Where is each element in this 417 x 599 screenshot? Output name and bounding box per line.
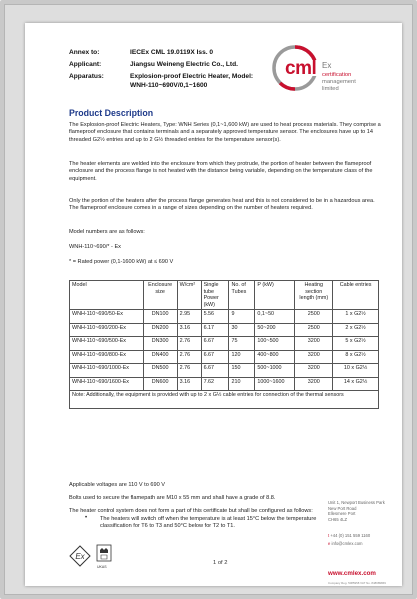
bullet-dot: •: [85, 515, 88, 521]
product-description-title: Product Description: [69, 108, 154, 118]
table-note-row: [70, 391, 379, 409]
cell-power: 100~500: [255, 337, 295, 351]
cell-enclosure: DN600: [143, 377, 177, 391]
cell-w-cm2: 2.95: [177, 310, 201, 324]
col-header-model: Model: [70, 281, 144, 310]
page-number: 1 of 2: [213, 560, 228, 566]
atex-ex-icon: [69, 545, 91, 567]
website-link[interactable]: www.cmlex.com: [328, 570, 376, 577]
cell-entries: 5 x G2½: [333, 337, 379, 351]
description-paragraph-3: Only the portion of the heaters after the process flange generates heat and this is not considered to be in a hazardous area. The flameproof enclosure comes in a range of sizes depending on the number of heaters required.: [69, 198, 375, 212]
applicant-label: Applicant:: [69, 61, 102, 68]
control-system-statement: The heater control system does not form a part of this certificate but shall be configured as follows:: [69, 508, 313, 514]
table-row: [70, 310, 379, 324]
table-note: Note: Additionally, the equipment is provided with up to 2 x G½ cable entries for connection of the thermal sensors: [70, 391, 379, 409]
apparatus-value-line-1: Explosion-proof Electric Heater, Model:: [130, 73, 254, 80]
address-line: Ellesmere Port: [328, 511, 356, 517]
cml-logo-tagline-2: management: [322, 79, 356, 85]
address-line: CH65 4LZ: [328, 516, 348, 522]
description-paragraph-1: The Explosion-proof Electric Heaters, Type: WNH Series (0,1~1,600 kW) are used to heat process materials. They comprise a flameproof enclosure that contains terminals and a separately approved temperature sensor. The enclosures have up to 14 threaded G2½ entries and up to 2 G½ threaded entries for the temperature sensor(s).: [69, 122, 381, 143]
col-header-cable-entries: Cable entries: [333, 281, 379, 310]
cell-length: 2500: [295, 310, 333, 324]
table-row: [70, 377, 379, 391]
cell-enclosure: DN400: [143, 350, 177, 364]
cell-length: 2500: [295, 323, 333, 337]
col-header-single-tube-power: Single tube Power (kW): [201, 281, 229, 310]
email-icon: e: [328, 541, 331, 546]
company-registration: Company Reg. 5085958 VAT No. 848689869: [328, 581, 386, 585]
cell-length: 3200: [295, 377, 333, 391]
table-row: [70, 350, 379, 364]
cell-w-cm2: 2.76: [177, 337, 201, 351]
address-line: New Port Road: [328, 505, 357, 511]
cell-length: 3200: [295, 337, 333, 351]
col-header-heating-length: Heating section length (mm): [295, 281, 333, 310]
cell-model: WNH-110~690/1000-Ex: [70, 364, 144, 378]
cell-w-cm2: 3.16: [177, 323, 201, 337]
cell-tubes: 210: [229, 377, 255, 391]
table-header-row: [70, 281, 379, 310]
cell-power: 400~800: [255, 350, 295, 364]
apparatus-value-line-2: WNH-110~690V/0,1~1600: [130, 81, 208, 89]
cell-length: 3200: [295, 350, 333, 364]
cell-enclosure: DN300: [143, 337, 177, 351]
cell-model: WNH-110~690/1600-Ex: [70, 377, 144, 391]
phone-number: +44 (0) 151 559 1160: [330, 533, 371, 538]
cml-logo-tagline-1: certification: [322, 72, 352, 78]
model-number-pattern: WNH-110~690/* - Ex: [69, 244, 121, 250]
applicant-value: Jiangsu Weineng Electric Co., Ltd.: [130, 61, 238, 68]
cml-logo: [270, 41, 370, 101]
address-line: Unit 1, Newport Business Park: [328, 500, 385, 505]
phone-row: [328, 533, 370, 538]
cell-single-power: 6.17: [201, 323, 229, 337]
rated-power-note: * = Rated power (0,1-1600 kW) at ≤ 690 V: [69, 259, 174, 265]
cell-single-power: 6.67: [201, 364, 229, 378]
phone-icon: t: [328, 533, 330, 538]
annex-value: IECEx CML 19.0119X Iss. 0: [130, 49, 214, 56]
email-row: [328, 541, 363, 546]
annex-label: Annex to:: [69, 49, 100, 56]
cell-single-power: 6.67: [201, 350, 229, 364]
cell-power: 1000~1600: [255, 377, 295, 391]
table-row: [70, 323, 379, 337]
description-paragraph-2: The heater elements are welded into the enclosure from which they protrude, the portion of heater between the flameproof enclosure and the process flange is not heated with the distance being variable, depending on the temperature class of the equipment.: [69, 161, 373, 182]
cell-model: WNH-110~690/800-Ex: [70, 350, 144, 364]
svg-text:Ex: Ex: [75, 552, 85, 561]
ukas-label: UKAS: [97, 565, 107, 569]
email-address: info@cmlex.com: [331, 541, 363, 546]
model-spec-table: [69, 280, 379, 409]
table-row: [70, 337, 379, 351]
cell-power: 50~200: [255, 323, 295, 337]
frame-mat: [4, 4, 413, 595]
col-header-enclosure-size: Enclosure size: [143, 281, 177, 310]
cml-logo-ex: Ex: [322, 61, 332, 70]
cell-model: WNH-110~690/50-Ex: [70, 310, 144, 324]
certificate-page: [25, 23, 402, 586]
cell-entries: 14 x G2½: [333, 377, 379, 391]
cell-single-power: 6.67: [201, 337, 229, 351]
cell-enclosure: DN200: [143, 323, 177, 337]
applicable-voltages: Applicable voltages are 110 V to 690 V: [69, 482, 165, 488]
cell-model: WNH-110~690/200-Ex: [70, 323, 144, 337]
cell-tubes: 9: [229, 310, 255, 324]
cell-entries: 1 x G2½: [333, 310, 379, 324]
cell-tubes: 120: [229, 350, 255, 364]
model-numbers-intro: Model numbers are as follows:: [69, 229, 145, 235]
cell-length: 3200: [295, 364, 333, 378]
table-row: [70, 364, 379, 378]
address-block: [328, 500, 398, 522]
cell-model: WNH-110~690/500-Ex: [70, 337, 144, 351]
switch-off-bullet: The heaters will switch off when the temperature is at least 15°C below the temperature classification for T6 to T3 and 50°C below for T2 to T1.: [100, 516, 317, 530]
cml-logo-brand: cml: [285, 58, 317, 79]
cell-entries: 10 x G2½: [333, 364, 379, 378]
col-header-no-of-tubes: No. of Tubes: [229, 281, 255, 310]
cell-single-power: 5.56: [201, 310, 229, 324]
col-header-w-cm2: W/cm²: [177, 281, 201, 310]
cell-enclosure: DN100: [143, 310, 177, 324]
col-header-power-kw: P (kW): [255, 281, 295, 310]
cell-w-cm2: 2.76: [177, 364, 201, 378]
cell-entries: 2 x G2½: [333, 323, 379, 337]
apparatus-label: Apparatus:: [69, 73, 104, 80]
cell-tubes: 30: [229, 323, 255, 337]
cell-w-cm2: 2.76: [177, 350, 201, 364]
cell-enclosure: DN500: [143, 364, 177, 378]
cell-single-power: 7.62: [201, 377, 229, 391]
ukas-crown-icon: [95, 543, 113, 567]
cell-tubes: 75: [229, 337, 255, 351]
cml-logo-tagline-3: limited: [322, 86, 339, 92]
cell-power: 0,1~50: [255, 310, 295, 324]
cell-w-cm2: 3.16: [177, 377, 201, 391]
bolts-statement: Bolts used to secure the flamepath are M10 x 55 mm and shall have a grade of 8.8.: [69, 495, 276, 501]
cell-entries: 8 x G2½: [333, 350, 379, 364]
cell-power: 500~1000: [255, 364, 295, 378]
cell-tubes: 150: [229, 364, 255, 378]
